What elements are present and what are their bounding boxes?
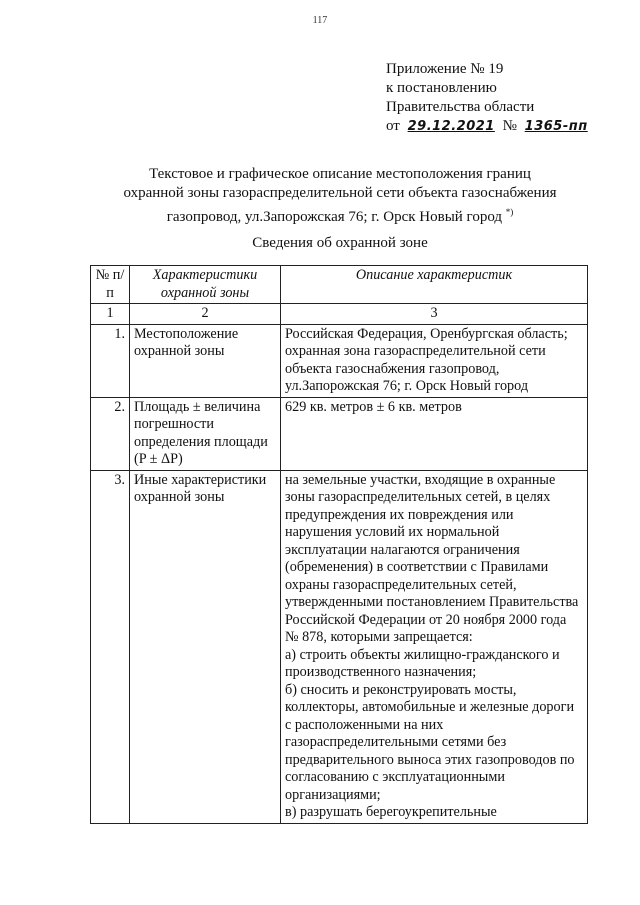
document-title [60,165,620,227]
table-header-row [91,266,588,304]
row-characteristic: Местоположение охранной зоны [130,324,281,397]
zone-info-table [90,265,588,824]
description-item-a: а) строить объекты жилищно-гражданского и производственного назначения; [285,646,560,680]
row-description: 629 кв. метров ± 6 кв. метров [281,397,588,470]
row-description: Российская Федерация, Оренбургская область; охранная зона газораспределительной сети объекта газоснабжения газопровод, ул.Запорожская 76; г. Орск Новый город [281,324,588,397]
title-line-1: Текстовое и графическое описание местоположения границ [149,166,531,182]
header-characteristic: Характеристики охранной зоны [130,266,281,304]
description-item-b: б) сносить и реконструировать мосты, коллекторы, автомобильные и железные дороги с расположенными на них газораспределительными сетями без предварительного выноса этих газопроводов по согласованию с эксплуатационными организациями; [285,681,575,803]
row-characteristic: Площадь ± величина погрешности определения площади (P ± ΔP) [130,397,281,470]
page-number: 117 [312,15,328,26]
number-prefix: № [502,118,517,134]
description-paragraph: на земельные участки, входящие в охранные зоны газораспределительных сетей, в целях предупреждения их повреждения или нарушения условий их нормальной эксплуатации налагаются ограничения (обременения) в соответствии с Правилами охраны газораспределительных сетей, утвержденными постановлением Правительства Российской Федерации от 20 ноября 2000 года № 878, которыми запрещается: [285,471,579,645]
header-description: Описание характеристик [281,266,588,304]
section-subtitle: Сведения об охранной зоне [252,235,428,251]
table-row [91,470,588,823]
column-number-1: 1 [91,304,130,325]
appendix-line-4 [386,117,592,136]
handwritten-number: 1365-пп [524,119,588,134]
row-number: 3. [91,470,130,823]
appendix-line-3: Правительства области [386,99,535,115]
column-number-3: 3 [281,304,588,325]
appendix-line-1: Приложение № 19 [386,61,504,77]
table-row [91,397,588,470]
header-number: № п/п [91,266,130,304]
appendix-line-2: к постановлению [386,80,497,96]
column-number-2: 2 [130,304,281,325]
description-item-c: в) разрушать берегоукрепительные [285,804,497,820]
row-number: 2. [91,397,130,470]
row-characteristic: Иные характеристики охранной зоны [130,470,281,823]
appendix-block [386,60,592,136]
column-numbers-row [91,304,588,325]
title-line-3-text: газопровод, ул.Запорожская 76; г. Орск Новый город [166,209,503,225]
row-description [281,470,588,823]
date-prefix: от [386,118,400,134]
title-line-2: охранной зоны газораспределительной сети объекта газоснабжения [123,185,557,201]
title-line-3 [60,203,620,227]
handwritten-date: 29.12.2021 [407,119,495,134]
footnote-mark: *) [505,207,514,217]
table-row [91,324,588,397]
row-number: 1. [91,324,130,397]
